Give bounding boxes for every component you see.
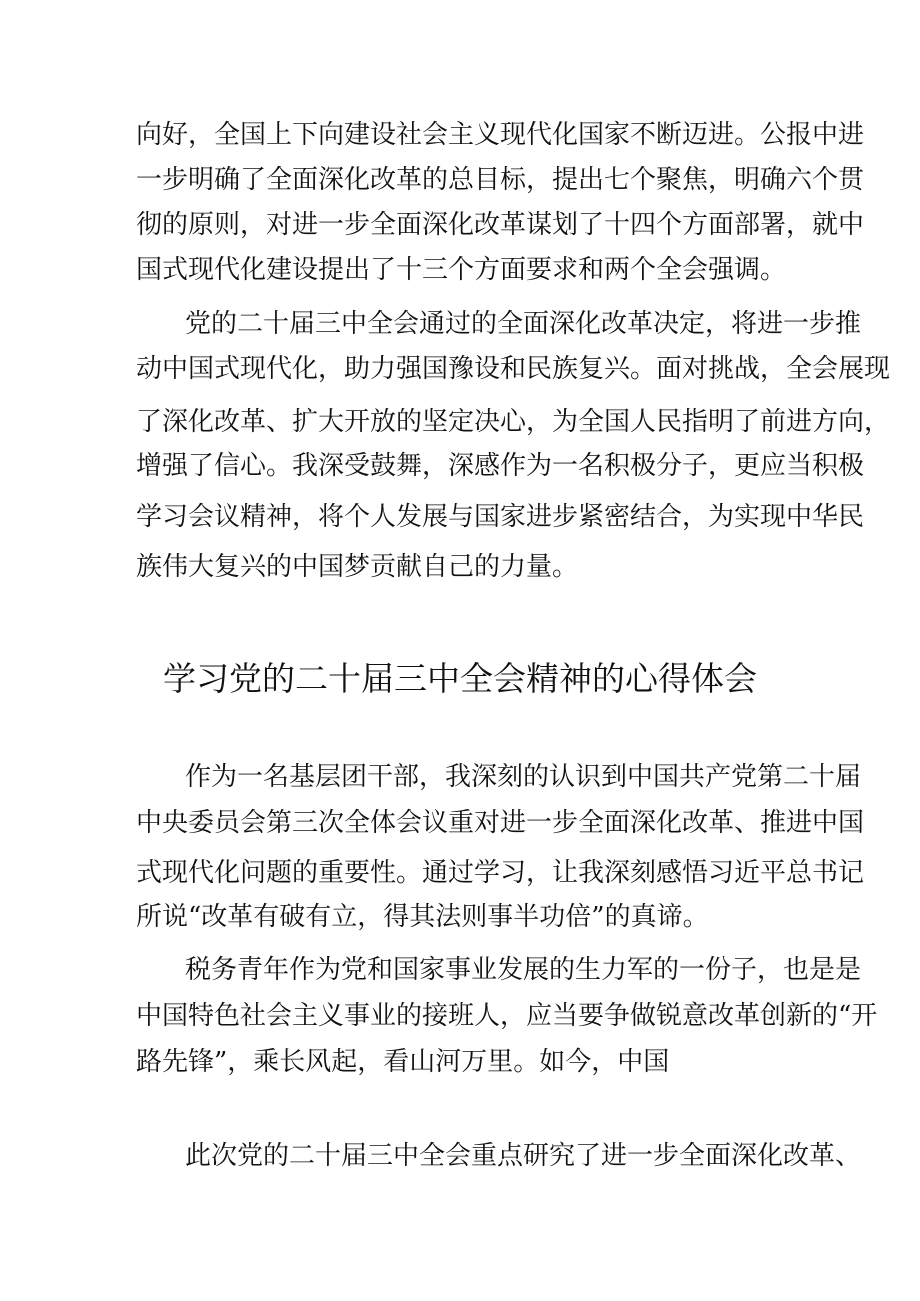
paragraph-line: 税务青年作为党和国家事业发展的生力军的一份子，也是是 xyxy=(185,955,862,985)
paragraph-line: 增强了信心。我深受鼓舞，深感作为一名积极分子，更应当积极 xyxy=(136,451,865,481)
paragraph-line: 了深化改革、扩大开放的坚定决心，为全国人民指明了前进方向， xyxy=(136,407,891,437)
paragraph-line: 中央委员会第三次全体会议重对进一步全面深化改革、推进中国 xyxy=(136,808,865,838)
paragraph-line: 向好，全国上下向建设社会主义现代化国家不断迈进。公报中进 xyxy=(136,120,865,150)
paragraph-line: 彻的原则，对进一步全面深化改革谋划了十四个方面部署，就中 xyxy=(136,210,865,240)
paragraph-line: 作为一名基层团干部，我深刻的认识到中国共产党第二十届 xyxy=(185,762,862,792)
paragraph-line: 党的二十届三中全会通过的全面深化改革决定，将进一步推 xyxy=(185,309,862,339)
paragraph-line: 族伟大复兴的中国梦贡献自己的力量。 xyxy=(136,552,579,582)
section-title: 学习党的二十届三中全会精神的心得体会 xyxy=(163,659,757,698)
paragraph-line: 路先锋”，乘长风起，看山河万里。如今，中国 xyxy=(136,1047,670,1077)
paragraph-line: 学习会议精神，将个人发展与国家进步紧密结合，为实现中华民 xyxy=(136,502,865,532)
paragraph-line: 动中国式现代化，助力强国豫设和民族复兴。面对挑战，全会展现 xyxy=(136,354,891,384)
paragraph-line: 一步明确了全面深化改革的总目标，提出七个聚焦，明确六个贯 xyxy=(136,165,865,195)
paragraph-line: 国式现代化建设提出了十三个方面要求和两个全会强调。 xyxy=(136,255,787,285)
paragraph-line: 式现代化问题的重要性。通过学习，让我深刻感悟习近平总书记 xyxy=(136,858,865,888)
paragraph-line: 所说“改革有破有立，得其法则事半功倍”的真谛。 xyxy=(136,902,709,932)
paragraph-line: 此次党的二十届三中全会重点研究了进一步全面深化改革、 xyxy=(185,1141,862,1171)
paragraph-line: 中国特色社会主义事业的接班人，应当要争做锐意改革创新的“开 xyxy=(136,1001,878,1031)
